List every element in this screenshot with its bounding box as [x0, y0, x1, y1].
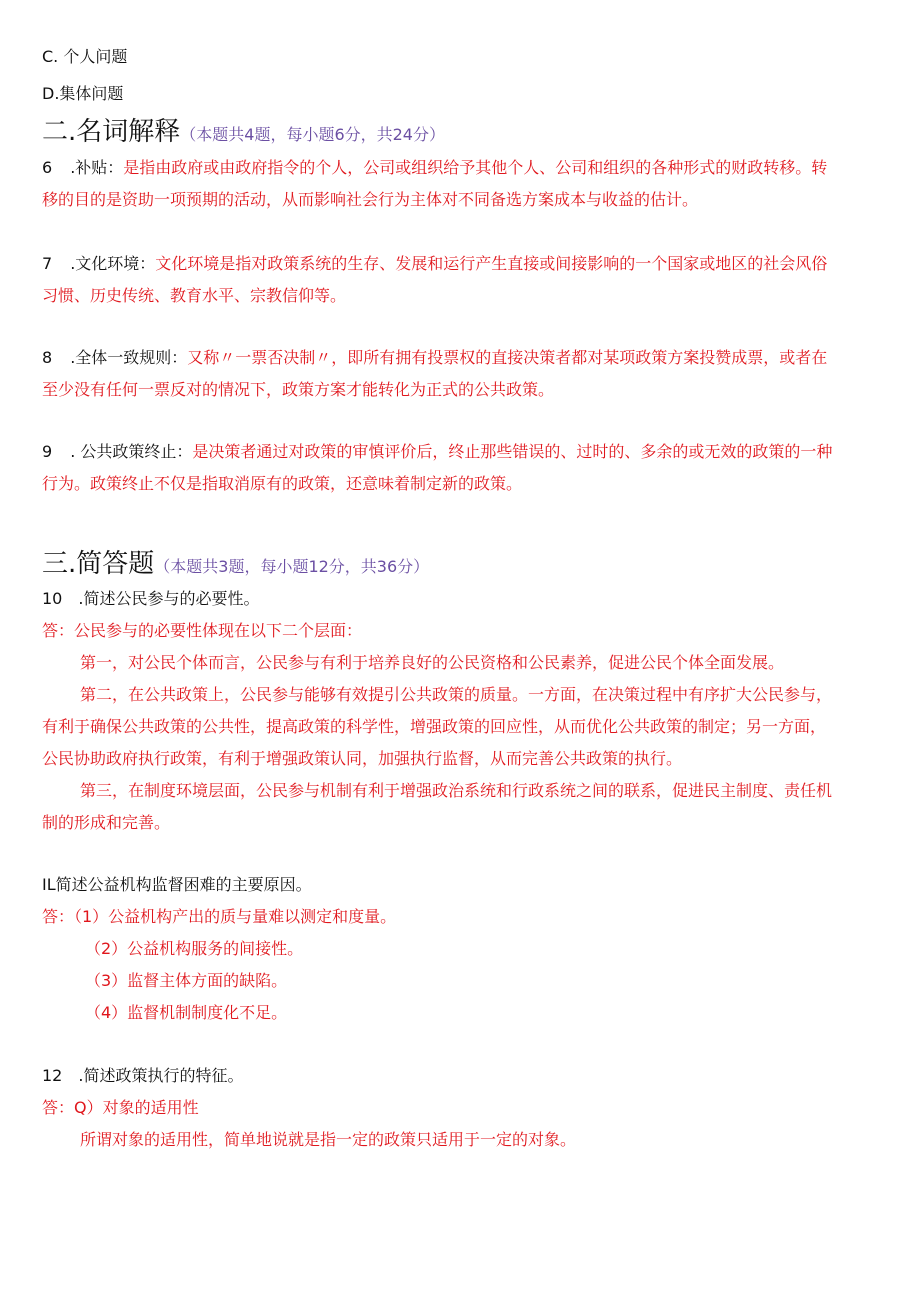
answer-10-point-3-line1: 第三，在制度环境层面，公民参与机制有利于增强政治系统和行政系统之间的联系，促进民主制度、责任机 [80, 781, 833, 800]
section-3-title: 三.简答题 [42, 549, 155, 579]
term-definition: 是决策者通过对政策的审慎评价后，终止那些错误的、过时的、多余的或无效的政策的一种 [192, 442, 833, 461]
term-item-8-line2: 至少没有任何一票反对的情况下，政策方案才能转化为正式的公共政策。 [42, 380, 555, 399]
term-definition: 又称〃一票否决制〃，即所有拥有投票权的直接决策者都对某项政策方案投赞成票，或者在 [187, 348, 828, 367]
term-number: 8 [42, 348, 53, 367]
term-label: .文化环境： [70, 254, 156, 273]
answer-11-item-3: （3）监督主体方面的缺陷。 [85, 971, 288, 990]
answer-10-point-2-line2: 有利于确保公共政策的公共性，提高政策的科学性，增强政策的回应性，从而优化公共政策的制定；另一方面， [42, 717, 827, 736]
option-d: D.集体问题 [42, 84, 124, 103]
answer-10-point-1: 第一，对公民个体而言，公民参与有利于培养良好的公民资格和公民素养，促进公民个体全面发展。 [80, 653, 785, 672]
answer-12-item-1-desc: 所谓对象的适用性，简单地说就是指一定的政策只适用于一定的对象。 [80, 1130, 577, 1149]
term-item-7-line1 [42, 254, 827, 274]
answer-11-item-1: 答：（1）公益机构产出的质与量难以测定和度量。 [42, 907, 397, 926]
term-item-9-line1 [42, 442, 832, 462]
section-2-heading [42, 116, 445, 151]
term-number: 7 [42, 254, 53, 273]
answer-10-point-2-line1: 第二，在公共政策上，公民参与能够有效提引公共政策的质量。一方面，在决策过程中有序扩大公民参与， [80, 685, 833, 704]
term-label: .补贴： [70, 158, 124, 177]
term-definition: 文化环境是指对政策系统的生存、发展和运行产生直接或间接影响的一个国家或地区的社会风俗 [155, 254, 828, 273]
term-item-7-line2: 习惯、历史传统、教育水平、宗教信仰等。 [42, 286, 347, 305]
term-item-8-line1 [42, 348, 827, 368]
answer-10-point-2-line3: 公民协助政府执行政策，有利于增强政策认同，加强执行监督，从而完善公共政策的执行。 [42, 749, 683, 768]
question-11: IL简述公益机构监督困难的主要原因。 [42, 875, 312, 894]
answer-11-item-2: （2）公益机构服务的间接性。 [85, 939, 304, 958]
term-item-9-line2: 行为。政策终止不仅是指取消原有的政策，还意味着制定新的政策。 [42, 474, 523, 493]
term-definition: 是指由政府或由政府指令的个人，公司或组织给予其他个人、公司和组织的各种形式的财政转移。转 [123, 158, 828, 177]
answer-11-item-4: （4）监督机制制度化不足。 [85, 1003, 288, 1022]
term-item-6-line2: 移的目的是资助一项预期的活动，从而影响社会行为主体对不同备选方案成本与收益的估计。 [42, 190, 699, 209]
section-3-note: （本题共3题，每小题12分，共36分） [154, 557, 430, 576]
answer-12-item-1: 答：Q）对象的适用性 [42, 1098, 199, 1117]
option-c: C. 个人问题 [42, 47, 128, 66]
term-label: . 公共政策终止： [70, 442, 193, 461]
section-2-title: 二.名词解释 [42, 117, 181, 147]
answer-10-point-3-line2: 制的形成和完善。 [42, 813, 171, 832]
term-label: .全体一致规则： [70, 348, 188, 367]
section-3-heading [42, 548, 429, 583]
term-number: 6 [42, 158, 53, 177]
answer-10-intro: 答：公民参与的必要性体现在以下二个层面： [42, 621, 363, 640]
question-10: 10 .简述公民参与的必要性。 [42, 589, 260, 608]
term-item-6-line1 [42, 158, 827, 178]
section-2-note: （本题共4题，每小题6分，共24分） [180, 125, 445, 144]
question-12: 12 .简述政策执行的特征。 [42, 1066, 244, 1085]
term-number: 9 [42, 442, 53, 461]
